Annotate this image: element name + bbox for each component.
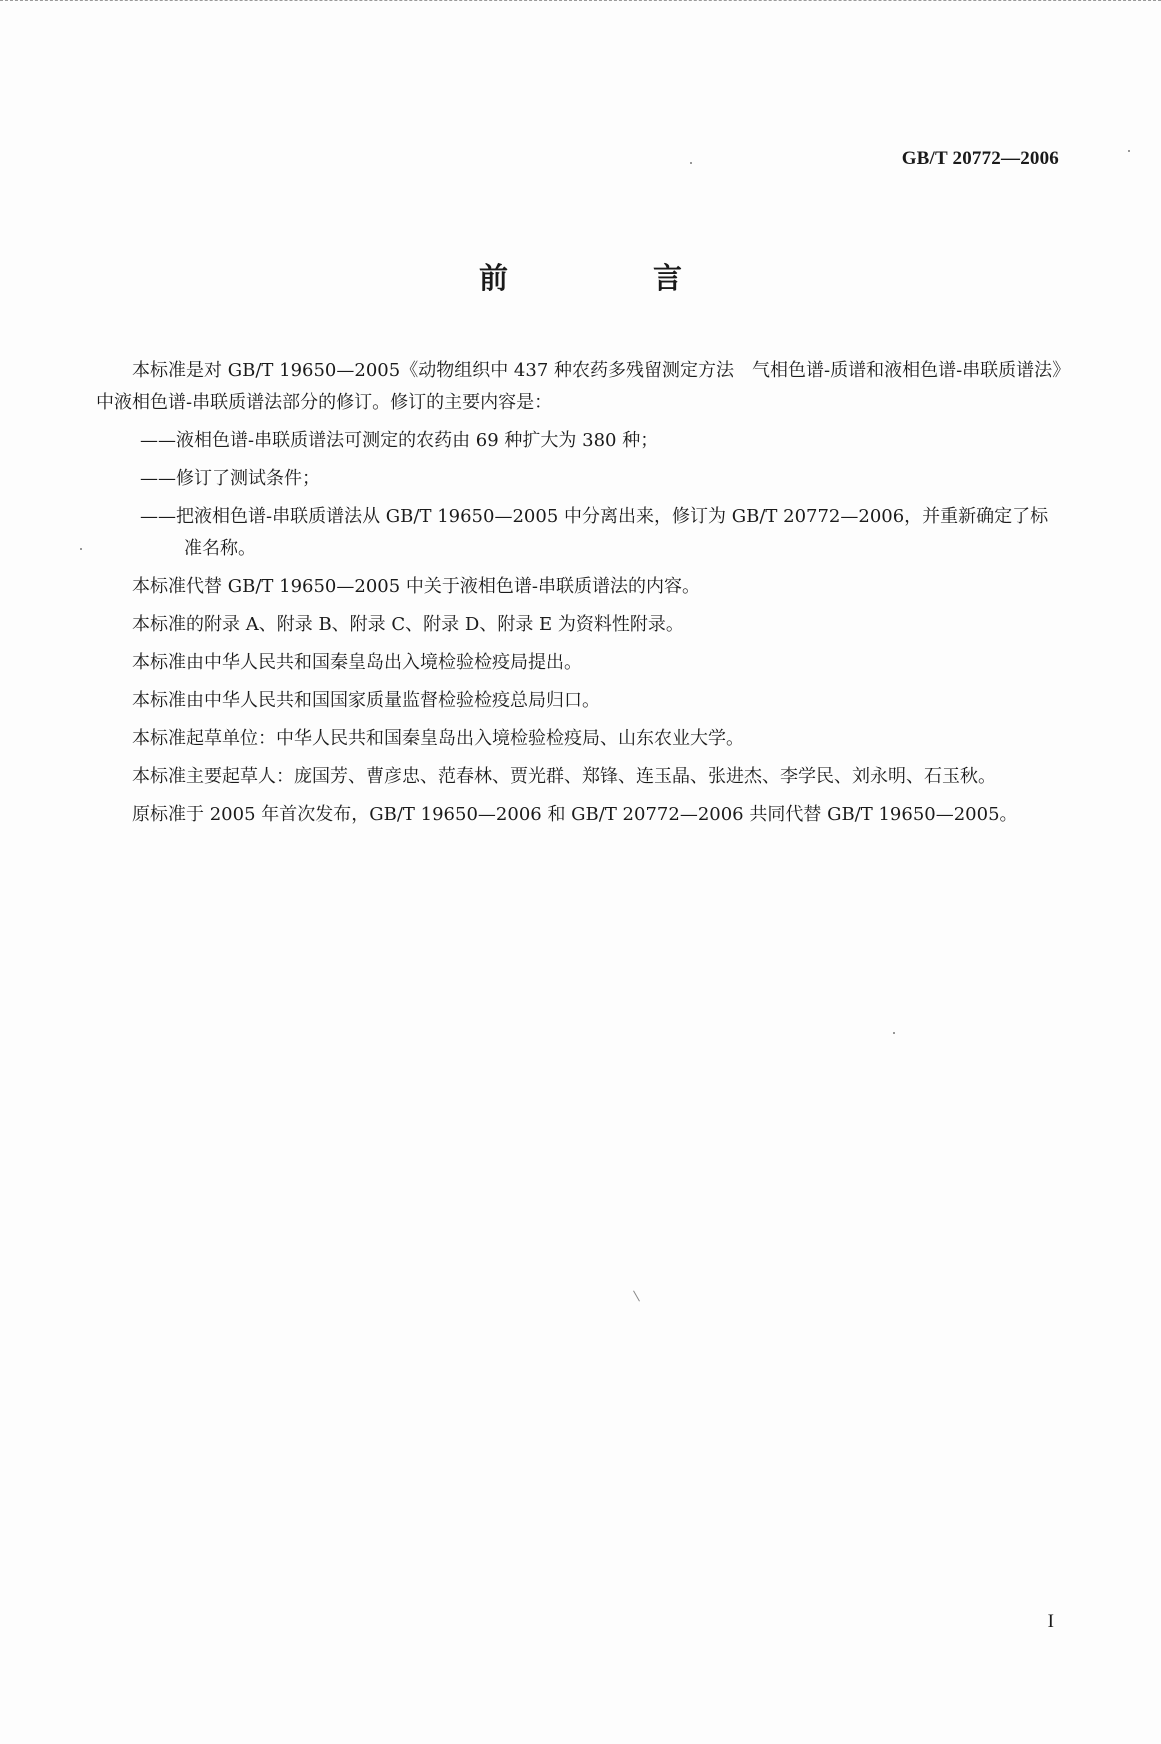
- paragraph-drafters: 本标准主要起草人：庞国芳、曹彦忠、范春林、贾光群、郑锋、连玉晶、张进杰、李学民、刘永明、石玉秋。: [132, 766, 996, 787]
- paragraph-centralized-by: 本标准由中华人民共和国国家质量监督检验检疫总局归口。: [132, 690, 600, 711]
- scan-speck: [80, 548, 82, 550]
- standard-number: GB/T 20772—2006: [901, 148, 1059, 169]
- list-item-separation: ——把液相色谱-串联质谱法从 GB/T 19650—2005 中分离出来，修订为 GB/T 20772—2006，并重新确定了标准名称。: [140, 506, 1049, 559]
- paragraph-history: 原标准于 2005 年首次发布，GB/T 19650—2006 和 GB/T 20772—2006 共同代替 GB/T 19650—2005。: [132, 804, 1018, 825]
- list-item-scope: ——液相色谱-串联质谱法可测定的农药由 69 种扩大为 380 种；: [140, 430, 659, 451]
- scan-speck: [893, 1032, 895, 1034]
- paragraph-replaces: 本标准代替 GB/T 19650—2005 中关于液相色谱-串联质谱法的内容。: [132, 576, 700, 597]
- scan-mark: [633, 1291, 640, 1302]
- page-title: 前 言: [478, 261, 740, 295]
- paragraph-drafting-units: 本标准起草单位：中华人民共和国秦皇岛出入境检验检疫局、山东农业大学。: [132, 728, 744, 749]
- paragraph-intro: 本标准是对 GB/T 19650—2005《动物组织中 437 种农药多残留测定方法 气相色谱-质谱和液相色谱-串联质谱法》中液相色谱-串联质谱法部分的修订。修订的主要内容是：: [96, 360, 1062, 413]
- scan-speck: [690, 162, 692, 164]
- paragraph-annexes: 本标准的附录 A、附录 B、附录 C、附录 D、附录 E 为资料性附录。: [132, 614, 684, 635]
- paragraph-proposed-by: 本标准由中华人民共和国秦皇岛出入境检验检疫局提出。: [132, 652, 582, 673]
- page-number: I: [1047, 1611, 1054, 1632]
- top-border-line: [0, 0, 1161, 3]
- list-item-conditions: ——修订了测试条件；: [140, 468, 320, 489]
- document-body: [96, 355, 1062, 837]
- scan-speck: [1128, 150, 1130, 152]
